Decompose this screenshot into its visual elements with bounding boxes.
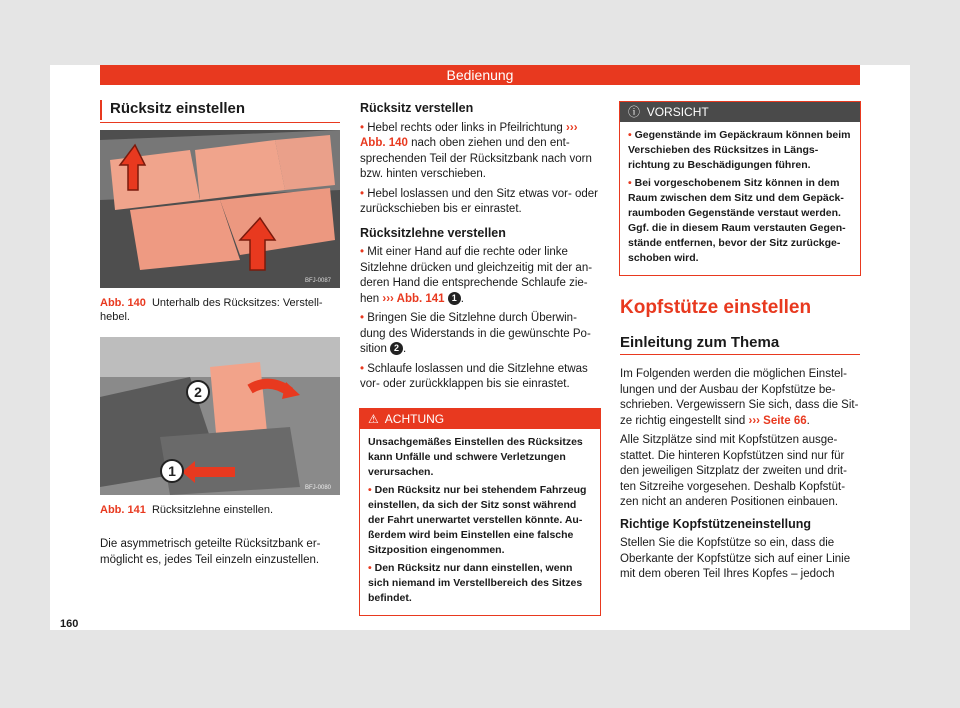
- callout-number: 2: [390, 342, 403, 355]
- section-header: Bedienung: [100, 65, 860, 85]
- figure-caption-text: Rücksitzlehne einstellen.: [151, 504, 274, 516]
- intro-paragraph: Die asymmetrisch geteilte Rücksitzbank er-möglicht es, jedes Teil einzeln einzustellen.: [100, 538, 321, 566]
- heading-seat-adjust: Rücksitz verstellen: [360, 101, 474, 115]
- caution-item: • Bei vorgeschobenem Sitz können in dem Raum zwischen dem Sitz und dem Gepäck-raumboden Gegenstände verstaut werden. Ggf. die in diesem Raum verstauten Gegen-stände entfernen, bevor der Sitz zurückge-schoben wird.: [628, 177, 846, 264]
- figure-label: Abb. 140: [100, 297, 146, 309]
- warning-item: • Den Rücksitz nur bei stehendem Fahrzeug einstellen, da sich der Sitz sonst während der Fahrt unerwartet verstellen könnte. Au-ßerdem wird beim Einstellen eine falsche Sitzposition eingenommen.: [368, 484, 587, 556]
- caution-item-text: Bei vorgeschobenem Sitz können in dem Raum zwischen dem Sitz und dem Gepäck-raumboden Gegenstände verstaut werden. Ggf. die in diesem Raum verstauten Gegen-stände entfernen, bevor der Sitz zurückge-schoben wird.: [628, 177, 846, 264]
- heading-backrest-adjust: Rücksitzlehne verstellen: [360, 225, 506, 240]
- paragraph: Stellen Sie die Kopfstütze so ein, dass die Oberkante der Kopfstütze sich auf einer Linie mit dem oberen Teil Ihres Kopfes – jedoch: [620, 537, 851, 580]
- subtitle-underline: [620, 354, 860, 355]
- caution-item: • Gegenstände im Gepäckraum können beim Verschieben des Rücksitzes in Längs-richtung zu Beschädigungen führen.: [628, 129, 851, 171]
- title-underline: [100, 122, 340, 123]
- instruction-step: • Mit einer Hand auf die rechte oder linke Sitzlehne drücken und gleichzeitig mit der an-deren Hand die entsprechende Schlaufe zie-hen ››› Abb. 141 1 .: [360, 246, 593, 305]
- caution-body: [620, 122, 860, 275]
- paragraph: Alle Sitzplätze sind mit Kopfstützen ausge-stattet. Die hinteren Kopfstützen sind nur für den jeweiligen Sitzplatz der zweiten und drit-ten Sitzreihe vorgesehen. Deshalb Kopfstüt-zen nicht an anderen Positionen einbauen.: [620, 434, 847, 508]
- caution-item-text: Gegenstände im Gepäckraum können beim Verschieben des Rücksitzes in Längs-richtung zu Beschädigungen führen.: [628, 129, 851, 171]
- warning-body: [360, 429, 600, 615]
- warning-title: ACHTUNG: [384, 412, 445, 426]
- section-subtitle: Einleitung zum Thema: [620, 334, 780, 351]
- caution-header: [620, 102, 860, 122]
- title-accent-bar: [100, 100, 102, 120]
- caution-box: [619, 101, 861, 276]
- page-link[interactable]: ››› Seite 66: [748, 414, 807, 427]
- step-text: Hebel loslassen und den Sitz etwas vor- oder zurückschieben bis er einrastet.: [360, 187, 598, 215]
- warning-box: [359, 408, 601, 616]
- warning-header: [360, 409, 600, 429]
- caution-title: VORSICHT: [646, 105, 709, 119]
- info-circle-icon: ⓘ: [628, 105, 641, 119]
- step-text: nach oben ziehen und den ent-sprechenden Teil der Rücksitzbank nach vorn bzw. hinten verschieben.: [360, 137, 592, 180]
- warning-triangle-icon: ⚠: [368, 412, 379, 426]
- step-text: Schlaufe loslassen und die Sitzlehne etwas vor- oder zurückklappen bis sie einrastet.: [360, 362, 588, 390]
- paragraph-text: Im Folgenden werden die möglichen Einstel-lungen und der Ausbau der Kopfstütze be-schrieben. Vergewissern Sie sich, dass die Sit-ze richtig eingestellt sind: [620, 368, 859, 427]
- heading-correct-setting: Richtige Kopfstützeneinstellung: [620, 516, 811, 531]
- middle-column: [360, 101, 600, 397]
- page-number: 160: [60, 618, 79, 630]
- seat-illustration-1: [100, 130, 340, 288]
- warning-item-text: Den Rücksitz nur bei stehendem Fahrzeug einstellen, da sich der Sitz sonst während der Fahrt unerwartet verstellen könnte. Au-ßerdem wird beim Einstellen eine falsche Sitzposition eingenommen.: [368, 484, 587, 556]
- instruction-step: • Bringen Sie die Sitzlehne durch Überwin-dung des Widerstands in die gewünschte Po-sition 2 .: [360, 312, 591, 355]
- warning-intro: Unsachgemäßes Einstellen des Rücksitzes kann Unfälle und schwere Verletzungen verursachen.: [368, 436, 583, 478]
- marker-2: 2: [194, 384, 202, 400]
- figure-link[interactable]: ››› Abb. 141: [382, 292, 445, 305]
- warning-item: • Den Rücksitz nur dann einstellen, wenn sich niemand im Verstellbereich des Sitzes befindet.: [368, 562, 583, 604]
- figure-label: Abb. 141: [100, 504, 146, 516]
- callout-number: 1: [448, 292, 461, 305]
- figure-141-image: [100, 337, 340, 495]
- figure-link[interactable]: ››› Abb. 140: [360, 121, 578, 149]
- instruction-step: • Hebel rechts oder links in Pfeilrichtung ››› Abb. 140 nach oben ziehen und den ent-sprechenden Teil der Rücksitzbank nach vorn bzw. hinten verschieben.: [360, 121, 592, 180]
- figure-caption-text: Unterhalb des Rücksitzes: Verstell-hebel.: [100, 297, 323, 323]
- right-body: [620, 367, 860, 587]
- figure-141-caption: [100, 503, 340, 517]
- section-title: Kopfstütze einstellen: [620, 297, 812, 318]
- instruction-step: • Schlaufe loslassen und die Sitzlehne etwas vor- oder zurückklappen bis sie einrastet.: [360, 362, 588, 390]
- figure-code: BFJ-0080: [305, 485, 332, 491]
- figure-140-image: [100, 130, 340, 288]
- seat-illustration-2: [100, 337, 340, 495]
- instruction-step: • Hebel loslassen und den Sitz etwas vor- oder zurückschieben bis er einrastet.: [360, 187, 598, 215]
- page-title: Rücksitz einstellen: [110, 100, 246, 117]
- figure-140-caption: [100, 296, 340, 324]
- step-text: Bringen Sie die Sitzlehne durch Überwin-dung des Widerstands in die gewünschte Po-sition: [360, 312, 591, 355]
- step-text: Hebel rechts oder links in Pfeilrichtung: [367, 121, 563, 134]
- marker-1: 1: [168, 463, 176, 479]
- step-text: Mit einer Hand auf die rechte oder linke Sitzlehne drücken und gleichzeitig mit der an-deren Hand die entsprechende Schlaufe zie-hen: [360, 246, 593, 305]
- paragraph: Im Folgenden werden die möglichen Einstel-lungen und der Ausbau der Kopfstütze be-schrieben. Vergewissern Sie sich, dass die Sit-ze richtig eingestellt sind ››› Seite 66.: [620, 368, 859, 427]
- figure-code: BFJ-0087: [305, 278, 332, 284]
- warning-item-text: Den Rücksitz nur dann einstellen, wenn sich niemand im Verstellbereich des Sitzes befindet.: [368, 562, 583, 604]
